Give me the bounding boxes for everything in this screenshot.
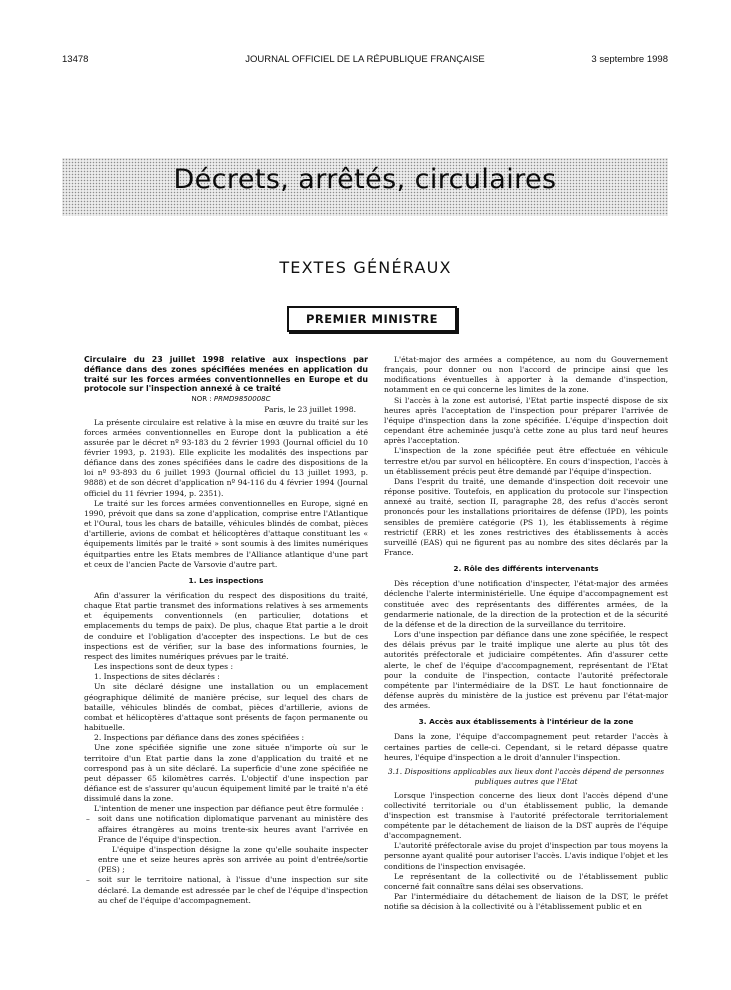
journal-title: JOURNAL OFFICIEL DE LA RÉPUBLIQUE FRANÇAISE: [245, 54, 485, 65]
paragraph: L'inspection de la zone spécifiée peut être effectuée en véhicule terrestre et/ou par survol en hélicoptère. En cours d'inspection, l'accès à un établissement précis peut être demandé par l'équipe d'inspection.: [384, 446, 668, 476]
ministry-box: [287, 306, 457, 332]
paragraph: Une zone spécifiée signifie une zone située n'importe où sur le territoire d'un Etat partie dans la zone d'application du traité et ne correspond pas à un site déclaré. La superficie d'une zone spécifiée ne peut dépasser 65 kilomètres carrés. L'objectif d'une inspection par défiance est de s'assurer qu'aucun équipement limité par le traité n'a été dissimulé dans la zone.: [84, 743, 368, 804]
list-item: – soit sur le territoire national, à l'issue d'une inspection sur site déclaré. La demande est adressée par le chef de l'équipe d'inspection au chef de l'équipe d'accompagnement.: [84, 875, 368, 905]
list-item-continuation: L'équipe d'inspection désigne la zone qu'elle souhaite inspecter entre une et seize heures après son arrivée au point d'entrée/sortie (PES) ;: [98, 844, 368, 875]
nor-value: PRMD9850008C: [213, 395, 271, 404]
list-item: – soit dans une notification diplomatique parvenant au ministère des affaires étrangères au moins trente-six heures avant l'arrivée en France de l'équipe d'inspection.: [84, 814, 368, 844]
paragraph: Par l'intermédiaire du détachement de liaison de la DST, le préfet notifie sa décision à la collectivité ou à l'établissement public et en: [384, 892, 668, 912]
right-column: [384, 355, 668, 912]
page-number: 13478: [62, 54, 89, 65]
paragraph: Lorsque l'inspection concerne des lieux dont l'accès dépend d'une collectivité territoriale ou d'un établissement public, la demande d'inspection est transmise à l'autorité préfectorale territorialement compétente par le détachement de liaison de la DST auprès de l'équipe d'accompagnement.: [384, 790, 668, 841]
ministry-label: PREMIER MINISTRE: [305, 312, 439, 326]
paragraph: L'intention de mener une inspection par défiance peut être formulée :: [94, 804, 364, 814]
paragraph: Le représentant de la collectivité ou de l'établissement public concerné fait connaître sans délai ses observations.: [384, 871, 668, 891]
paragraph: Les inspections sont de deux types :: [94, 662, 234, 672]
paragraph: L'état-major des armées a compétence, au nom du Gouvernement français, pour donner ou non l'accord de principe ainsi que les modifications éventuelles à apporter à la demande d'inspection, notamment en ce qui concerne les limites de la zone.: [384, 355, 668, 395]
section-banner: [62, 158, 668, 216]
heading-roles: 2. Rôle des différents intervenants: [453, 564, 599, 574]
nor-reference: [84, 394, 368, 404]
paragraph: Dès réception d'une notification d'inspecter, l'état-major des armées déclenche l'alerte interministérielle. Une équipe d'accompagnement est constituée avec des représentants des différentes armées, de la gendarmerie nationale, de la direction de la protection et de la sécurité de la défense et de la direction de la surveillance du territoire.: [384, 579, 668, 629]
signature-date: Paris, le 23 juillet 1998.: [264, 405, 356, 415]
publication-date: 3 septembre 1998: [591, 54, 668, 65]
paragraph: L'autorité préfectorale avise du projet d'inspection par tous moyens la personne ayant qualité pour autoriser l'accès. L'avis indique l'objet et les conditions de l'inspection envisagée.: [384, 841, 668, 871]
paragraph: Le traité sur les forces armées conventionnelles en Europe, signé en 1990, prévoit que dans sa zone d'application, comprise entre l'Atlantique et l'Oural, tous les chars de bataille, véhicules blindés de combat, pièces d'artillerie, avions de combat et hélicoptères d'attaque constituant les « équipements limités par le traité » sont soumis à des limites numériques équitparties entre les Etats membres de l'Alliance atlantique d'une part et ceux de l'ancien Pacte de Varsovie d'autre part.: [84, 498, 368, 569]
section-title: TEXTES GÉNÉRAUX: [279, 258, 452, 277]
circular-title: Circulaire du 23 juillet 1998 relative aux inspections par défiance dans des zones spécifiées menées en application du traité sur les forces armées conventionnelles en Europe et du protocole sur l'inspection annexé à ce traité: [84, 355, 368, 394]
paragraph: Lors d'une inspection par défiance dans une zone spécifiée, le respect des délais prévus par le traité implique une alerte au plus tôt des autorités préfectorale et judiciaire compétentes. Afin d'assurer cette alerte, le chef de l'équipe d'accompagnement, représentant de l'Etat pour la conduite de l'inspection, contacte l'autorité préfectorale compétente par l'intermédiaire de la DST. Le haut fonctionnaire de défense auprès du ministère de la justice est prévenu par l'état-major des armées.: [384, 630, 668, 711]
paragraph: Si l'accès à la zone est autorisé, l'Etat partie inspecté dispose de six heures après l'acceptation de l'inspection pour préparer l'arrivée de l'équipe d'inspection dans la zone spécifiée. L'équipe d'inspection doit cependant être acheminée jusqu'à cette zone au plus tard neuf heures après l'acceptation.: [384, 395, 668, 446]
heading-inspections: 1. Les inspections: [188, 575, 264, 585]
paragraph: 1. Inspections de sites déclarés :: [94, 672, 220, 682]
left-column: [84, 355, 368, 906]
subheading-public-persons: 3.1. Dispositions applicables aux lieux dont l'accès dépend de personnes publiques autres que l'Etat: [387, 766, 665, 786]
paragraph: Un site déclaré désigne une installation ou un emplacement géographique délimité de manière précise, sur lequel des chars de bataille, véhicules blindés de combat, pièces d'artillerie, avions de combat et hélicoptères d'attaque sont présents de façon permanente ou habituelle.: [84, 682, 368, 733]
banner-title: Décrets, arrêtés, circulaires: [173, 164, 557, 195]
paragraph: Dans la zone, l'équipe d'accompagnement peut retarder l'accès à certaines parties de celle-ci. Cependant, si le retard dépasse quatre heures, l'équipe d'inspection a le droit d'annuler l'inspection.: [384, 732, 668, 762]
paragraph: Dans l'esprit du traité, une demande d'inspection doit recevoir une réponse positive. Toutefois, en application du protocole sur l'inspection annexé au traité, section II, paragraphe 28, des refus d'accès seront prononcés pour les installations prioritaires de défense (IPD), les points sensibles de première catégorie (PS 1), les établissements à régime restrictif (ERR) et les zones restrictives des établissements à accès surveillé (EAS) qui ne figurent pas au nombre des sites déclarés par la France.: [384, 476, 668, 557]
paragraph: La présente circulaire est relative à la mise en œuvre du traité sur les forces armées conventionnelles en Europe dont la publication a été assurée par le décret nº 93-183 du 2 février 1993 (Journal officiel du 10 février 1993, p. 2193). Elle explicite les modalités des inspections par défiance dans des zones spécifiées dans le cadre des dispositions de la loi nº 93-893 du 6 juillet 1993 (Journal officiel du 13 juillet 1993, p. 9888) et de son décret d'application nº 94-116 du 4 février 1994 (Journal officiel du 11 février 1994, p. 2351).: [84, 417, 368, 498]
nor-label: NOR :: [191, 395, 212, 404]
paragraph: 2. Inspections par défiance dans des zones spécifiées :: [94, 733, 305, 743]
page-header: [62, 54, 668, 68]
heading-access: 3. Accès aux établissements à l'intérieur de la zone: [418, 717, 634, 727]
paragraph: Afin d'assurer la vérification du respect des dispositions du traité, chaque Etat partie transmet des informations relatives à ses armements et équipements conventionnels (en particulier, dotations et emplacements du temps de paix). De plus, chaque Etat partie a le droit de conduire et l'obligation d'accepter des inspections. Le but de ces inspections est de vérifier, sur la base des informations fournies, le respect des limites numériques prévues par le traité.: [84, 591, 368, 661]
